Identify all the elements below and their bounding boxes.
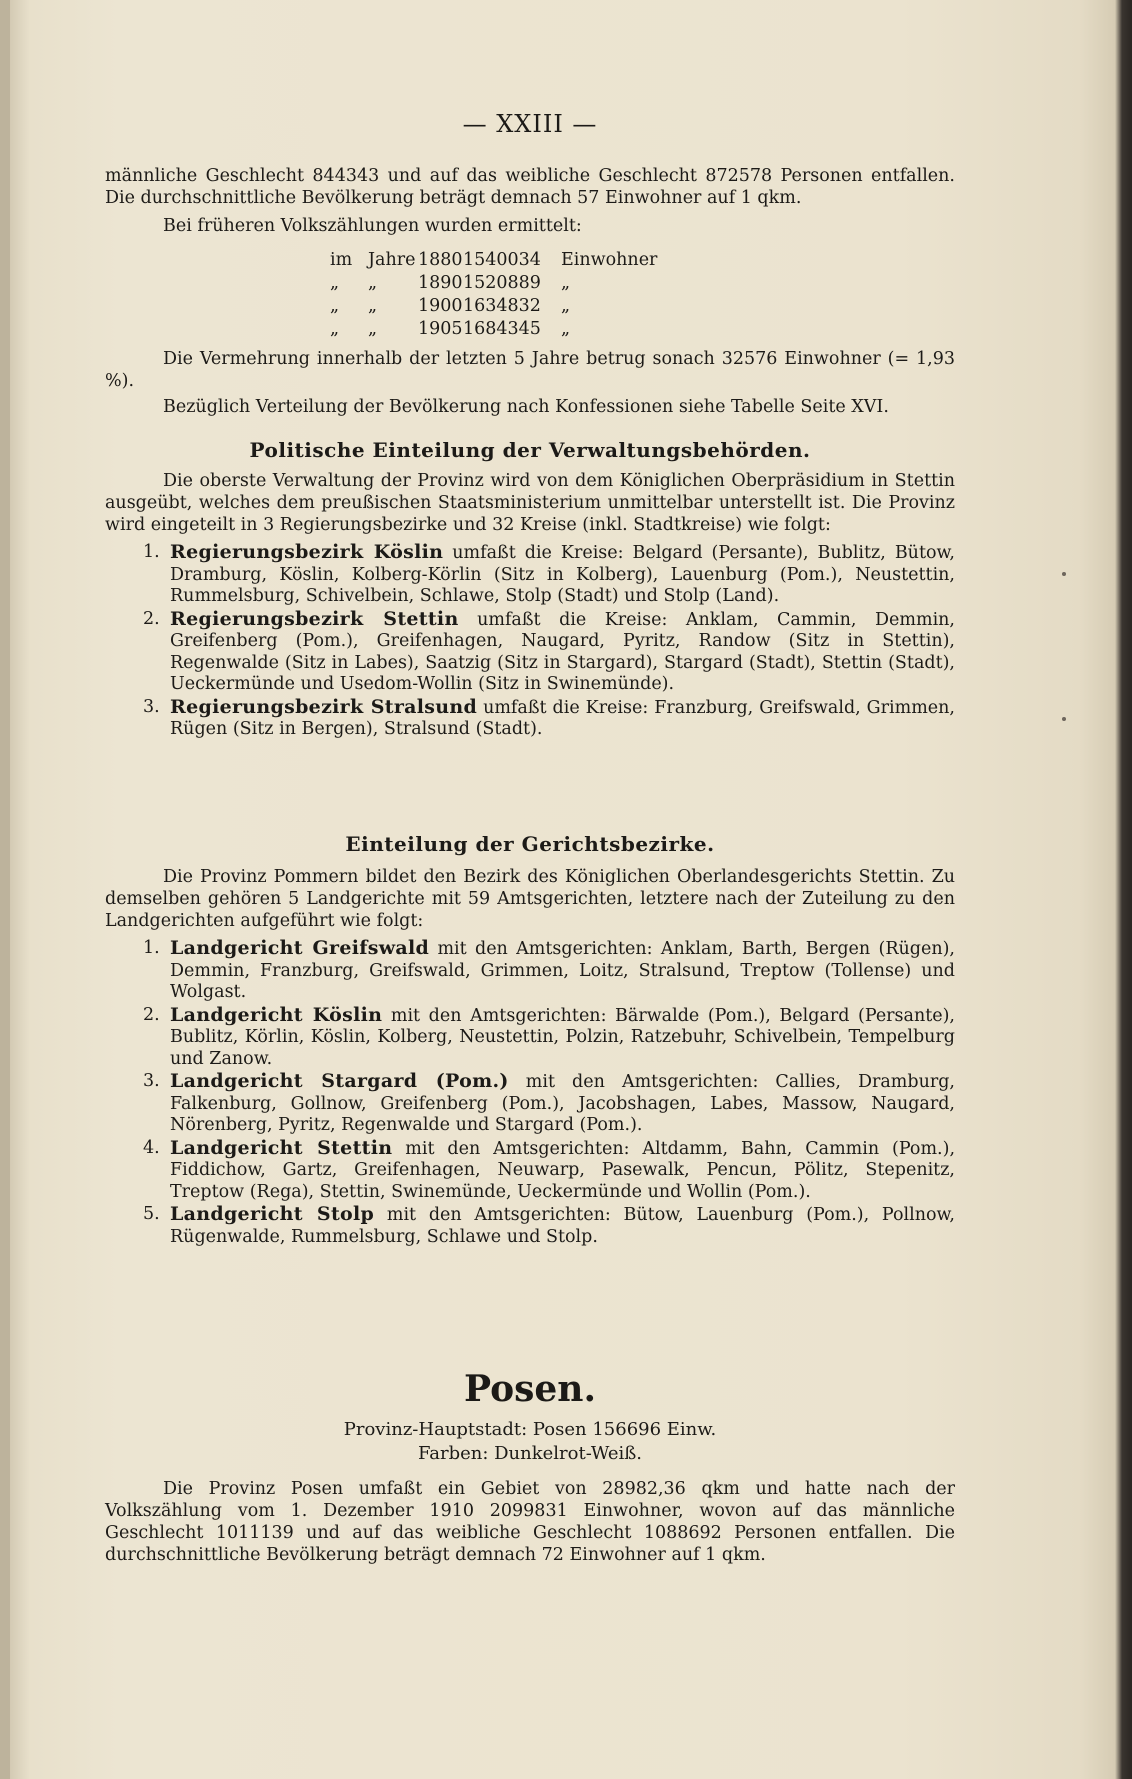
posen-colors: Farben: Dunkelrot-Weiß. xyxy=(417,1443,643,1464)
courts-heading: Einteilung der Gerichtsbezirke. xyxy=(345,832,715,856)
census-intro: Bei früheren Volkszählungen wurden ermittelt: xyxy=(163,216,582,236)
census-row: „ „ 1905 1684345 „ xyxy=(330,319,571,339)
page-number: — XXIII — xyxy=(462,110,598,138)
growth-block xyxy=(105,348,955,418)
admin-heading: Politische Einteilung der Verwaltungsbehörden. xyxy=(249,438,811,462)
courts-section xyxy=(105,832,955,1249)
list-item: 2. Landgericht Köslin mit den Amtsgerichten: Bärwalde (Pom.), Belgard (Persante), Bublitz, Körlin, Köslin, Kolberg, Neustettin, Polzin, Ratzebuhr, Schivelbein, Tempelburg und Zanow. xyxy=(143,1003,955,1069)
confession-reference: Bezüglich Verteilung der Bevölkerung nach Konfessionen siehe Tabelle Seite XVI. xyxy=(163,397,889,417)
posen-capital: Provinz-Hauptstadt: Posen 156696 Einw. xyxy=(343,1419,717,1440)
census-row: „ „ 1900 1634832 „ xyxy=(330,296,571,316)
courts-intro: Die Provinz Pommern bildet den Bezirk des Königlichen Oberlandesgerichts Stettin. Zu demselben gehören 5 Landgerichte mit 59 Amtsgerichten, letztere nach der Zuteilung zu den Landgerichten aufgeführt wie folgt: xyxy=(105,867,955,931)
page-spine-edge xyxy=(0,0,10,1779)
list-item: 2. Regierungsbezirk Stettin umfaßt die Kreise: Anklam, Cammin, Demmin, Greifenberg (Pom.), Greifenhagen, Naugard, Pyritz, Randow (Sitz in Stettin), Regenwalde (Sitz in Labes), Saatzig (Sitz in Stargard), Stargard (Stadt), Stettin (Stadt), Ueckermünde und Usedom-Wollin (Sitz in Swinemünde). xyxy=(143,607,955,694)
admin-list xyxy=(105,542,955,741)
census-row: „ „ 1890 1520889 „ xyxy=(330,273,571,293)
list-item: 5. Landgericht Stolp mit den Amtsgerichten: Bütow, Lauenburg (Pom.), Pollnow, Rügenwalde, Rummelsburg, Schlawe und Stolp. xyxy=(143,1203,955,1247)
posen-paragraph: Die Provinz Posen umfaßt ein Gebiet von 28982,36 qkm und hatte nach der Volkszählung vom 1. Dezember 1910 2099831 Einwohner, wovon auf das männliche Geschlecht 1011139 und auf das weibliche Geschlecht 1088692 Personen entfallen. Die durchschnittliche Bevölkerung beträgt demnach 72 Einwohner auf 1 qkm. xyxy=(105,1479,955,1565)
courts-list xyxy=(105,938,955,1248)
admin-intro: Die oberste Verwaltung der Provinz wird von dem Königlichen Oberpräsidium in Stettin ausgeübt, welches dem preußischen Staatsministerium unmittelbar unterstellt ist. Die Provinz wird eingeteilt in 3 Regierungsbezirke und 32 Kreise (inkl. Stadtkreise) wie folgt: xyxy=(105,471,955,535)
posen-title: Posen. xyxy=(464,1368,596,1410)
intro-block xyxy=(105,165,955,237)
growth-paragraph: Die Vermehrung innerhalb der letzten 5 Jahre betrug sonach 32576 Einwohner (= 1,93 %). xyxy=(105,349,955,391)
list-item: 1. Landgericht Greifswald mit den Amtsgerichten: Anklam, Barth, Bergen (Rügen), Demmin, Franzburg, Greifswald, Grimmen, Loitz, Stralsund, Treptow (Tollense) und Wolgast. xyxy=(143,937,955,1002)
admin-section xyxy=(105,438,955,742)
list-item: 4. Landgericht Stettin mit den Amtsgerichten: Altdamm, Bahn, Cammin (Pom.), Fiddichow, Gartz, Greifenhagen, Neuwarp, Pasewalk, Pencun, Pölitz, Stepenitz, Treptow (Rega), Stettin, Swinemünde, Ueckermünde und Wollin (Pom.). xyxy=(143,1136,956,1202)
census-row: im Jahre 1880 1540034 Einwohner xyxy=(330,250,658,270)
list-item: 1. Regierungsbezirk Köslin umfaßt die Kreise: Belgard (Persante), Bublitz, Bütow, Dramburg, Köslin, Kolberg-Körlin (Sitz in Kolberg), Lauenburg (Pom.), Neustettin, Rummelsburg, Schivelbein, Schlawe, Stolp (Stadt) und Stolp (Land). xyxy=(143,541,955,606)
list-item: 3. Regierungsbezirk Stralsund umfaßt die Kreise: Franzburg, Greifswald, Grimmen, Rügen (Sitz in Bergen), Stralsund (Stadt). xyxy=(143,695,955,739)
list-item: 3. Landgericht Stargard (Pom.) mit den Amtsgerichten: Callies, Dramburg, Falkenburg, Gollnow, Greifenberg (Pom.), Jacobshagen, Labes, Massow, Naugard, Nörenberg, Pyritz, Regenwalde und Stargard (Pom.). xyxy=(143,1070,955,1135)
page-speck xyxy=(1062,717,1066,721)
page-speck xyxy=(1062,572,1066,576)
census-table xyxy=(330,249,671,341)
intro-paragraph: männliche Geschlecht 844343 und auf das weibliche Geschlecht 872578 Personen entfallen. Die durchschnittliche Bevölkerung beträgt demnach 57 Einwohner auf 1 qkm. xyxy=(105,166,955,208)
posen-section xyxy=(105,1368,955,1566)
